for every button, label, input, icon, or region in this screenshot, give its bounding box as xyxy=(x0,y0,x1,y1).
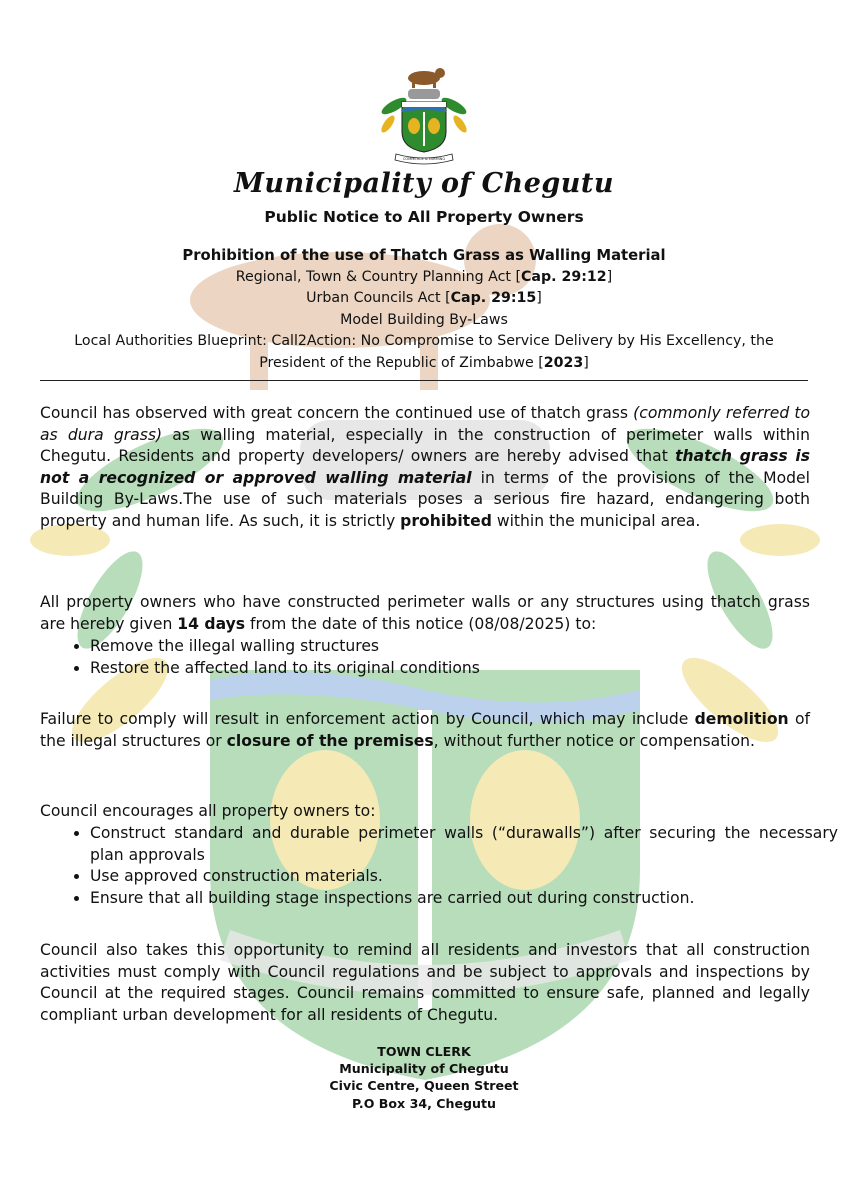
reference-act-1: Regional, Town & Country Planning Act [Cap. 29:12] xyxy=(235,268,613,285)
paragraph-deadline: All property owners who have constructed perimeter walls or any structures using thatch grass are hereby given 14 days from the date of this notice (08/08/2025) to: xyxy=(40,593,810,633)
list-item: • Restore the affected land to its original conditions xyxy=(90,658,838,680)
paragraph-enforcement: Failure to comply will result in enforcement action by Council, which may include demolition of the illegal structures or closure of the premises, without further notice or compensation. xyxy=(40,710,810,750)
municipality-title: Municipality of Chegutu xyxy=(234,168,614,199)
notice-subtitle: Public Notice to All Property Owners xyxy=(264,208,584,226)
crest-motto: COMMERCE & FARMING xyxy=(402,157,446,161)
signatory-postal: P.O Box 34, Chegutu xyxy=(352,1095,496,1111)
municipal-crest-icon xyxy=(378,62,470,166)
list-item: • Ensure that all building stage inspections are carried out during construction. xyxy=(90,888,838,910)
paragraph-reminder: Council also takes this opportunity to remind all residents and investors that all construction activities must comply with Council regulations and be subject to approvals and inspections by Council at the required stages. Council remains committed to ensure safe, planned and legally compliant urban development for all residents of Chegutu. xyxy=(40,941,810,1024)
notice-heading-block xyxy=(40,245,808,374)
reference-act-2: Urban Councils Act [Cap. 29:15] xyxy=(306,290,542,306)
encouragement-list xyxy=(62,823,838,909)
reference-blueprint: Local Authorities Blueprint: Call2Action: No Compromise to Service Delivery by His Excellency, the President of the Republic of Zimbabwe [2023] xyxy=(74,333,774,371)
signatory-org: Municipality of Chegutu xyxy=(339,1061,509,1077)
list-item: • Use approved construction materials. xyxy=(90,866,838,888)
list-item: • Remove the illegal walling structures xyxy=(90,636,838,658)
paragraph-observation: Council has observed with great concern the continued use of thatch grass (commonly referred to as dura grass) as walling material, especially in the construction of perimeter walls within Chegutu. Residents and property developers/ owners are hereby advised that thatch grass is not a recognized or approved walling material in terms of the provisions of the Model Building By-Laws.The use of such materials poses a serious fire hazard, endangering both property and human life. As such, it is strictly prohibited within the municipal area. xyxy=(40,404,811,530)
reference-bylaws: Model Building By-Laws xyxy=(340,311,508,328)
signatory-address: Civic Centre, Queen Street xyxy=(329,1078,519,1094)
heading-divider xyxy=(40,380,808,381)
list-item: • Construct standard and durable perimeter walls (“durawalls”) after securing the necessary plan approvals xyxy=(90,823,838,866)
signature-block xyxy=(0,1043,848,1112)
deadline-actions-list xyxy=(62,636,838,679)
notice-heading: Prohibition of the use of Thatch Grass as Walling Material xyxy=(182,247,666,264)
paragraph-encouragement: Council encourages all property owners to: xyxy=(40,802,376,820)
signatory-title: TOWN CLERK xyxy=(377,1044,471,1059)
